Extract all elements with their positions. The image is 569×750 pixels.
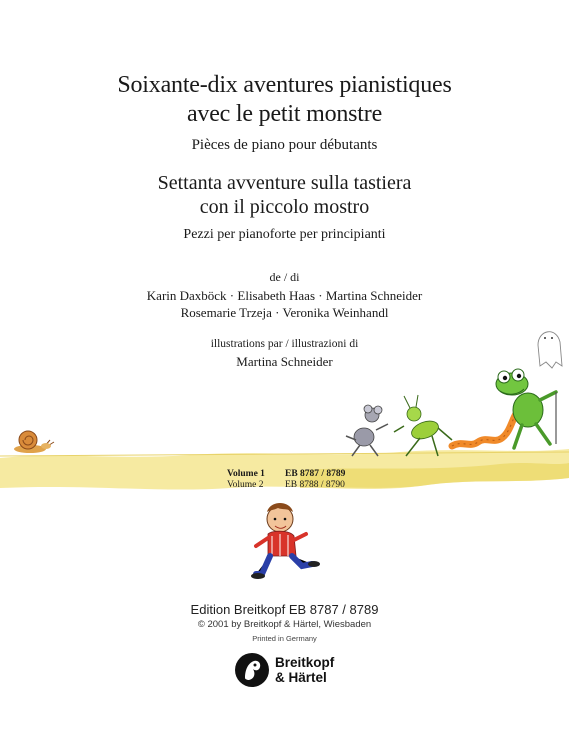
breitkopf-logo-icon [234, 652, 270, 688]
volume-row [227, 469, 345, 480]
printed-in-line: Printed in Germany [252, 634, 317, 643]
title-italian-line1: Settanta avventure sulla tastiera [157, 172, 412, 194]
volume-label: Volume 2 [227, 480, 264, 490]
illustrator-name: Martina Schneider [236, 354, 333, 369]
volume-code: EB 8788 / 8790 [285, 480, 345, 490]
logo-line1: Breitkopf [275, 655, 335, 670]
copyright-line: © 2001 by Breitkopf & Härtel, Wiesbaden [197, 619, 372, 630]
subtitle-french: Pièces de piano pour débutants [191, 137, 378, 153]
edition-line: Edition Breitkopf EB 8787 / 8789 [190, 602, 379, 617]
logo-line2: & Härtel [275, 670, 327, 685]
volume-code: EB 8787 / 8789 [285, 469, 346, 479]
publisher-logo-text [275, 655, 334, 685]
title-french-line2: avec le petit monstre [186, 101, 383, 127]
mouse-drawing [346, 405, 388, 456]
volume-list [227, 469, 345, 491]
title-french-line1: Soixante-dix aventures pianistiques [117, 72, 452, 98]
authors-line2: Rosemarie Trzeja · Veronika Weinhandl [180, 305, 389, 320]
subtitle-italian: Pezzi per pianoforte per principianti [183, 227, 386, 242]
title-italian-line2: con il piccolo mostro [199, 196, 370, 218]
volume-label: Volume 1 [227, 469, 265, 479]
snail-drawing [14, 431, 54, 453]
publisher-logo [234, 652, 334, 688]
worm-drawing [452, 414, 516, 446]
illustrations-label: illustrations par / illustrazioni di [210, 338, 359, 350]
grasshopper-drawing [394, 395, 452, 456]
authors-label: de / di [269, 270, 300, 284]
authors-line1: Karin Daxböck · Elisabeth Haas · Martina Schneider [146, 288, 423, 303]
volume-row [227, 480, 345, 491]
boy-drawing [251, 503, 320, 579]
